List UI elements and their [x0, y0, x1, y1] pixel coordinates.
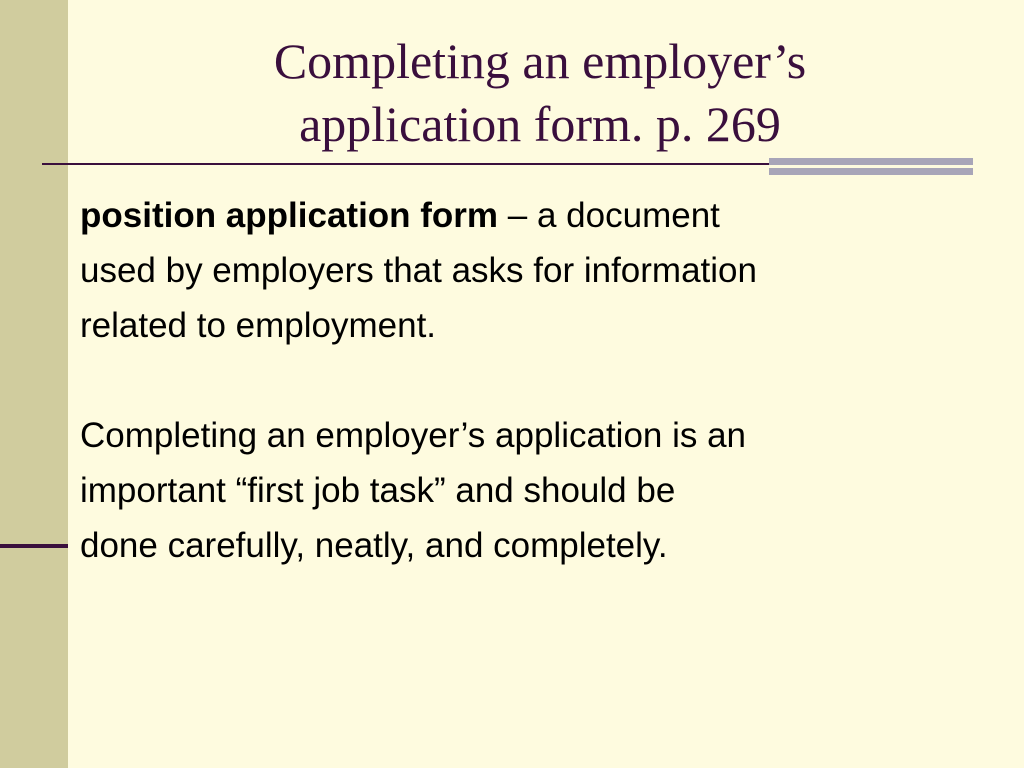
title-line-1: Completing an employer’s [273, 33, 807, 89]
definition-paragraph [80, 188, 980, 353]
importance-line-1: Completing an employer’s application is an [80, 416, 747, 455]
slide-title [120, 30, 960, 156]
left-decorative-band [0, 0, 68, 768]
title-line-2: application form. p. 269 [299, 96, 781, 152]
importance-paragraph [80, 408, 980, 573]
definition-line-2: used by employers that asks for information [80, 251, 757, 290]
definition-term: position application form [80, 196, 499, 235]
accent-bar-top [769, 158, 973, 165]
importance-line-3: done carefully, neatly, and completely. [80, 526, 668, 565]
importance-line-2: important “first job task” and should be [80, 471, 676, 510]
accent-bar-bottom [769, 168, 973, 175]
definition-line-1-rest: a document [536, 196, 720, 235]
title-underline [42, 163, 769, 165]
definition-separator: – [498, 196, 537, 235]
definition-line-3: related to employment. [80, 306, 437, 345]
slide-body [80, 188, 980, 573]
left-accent-line [0, 544, 68, 548]
title-accent-bars [769, 158, 973, 178]
